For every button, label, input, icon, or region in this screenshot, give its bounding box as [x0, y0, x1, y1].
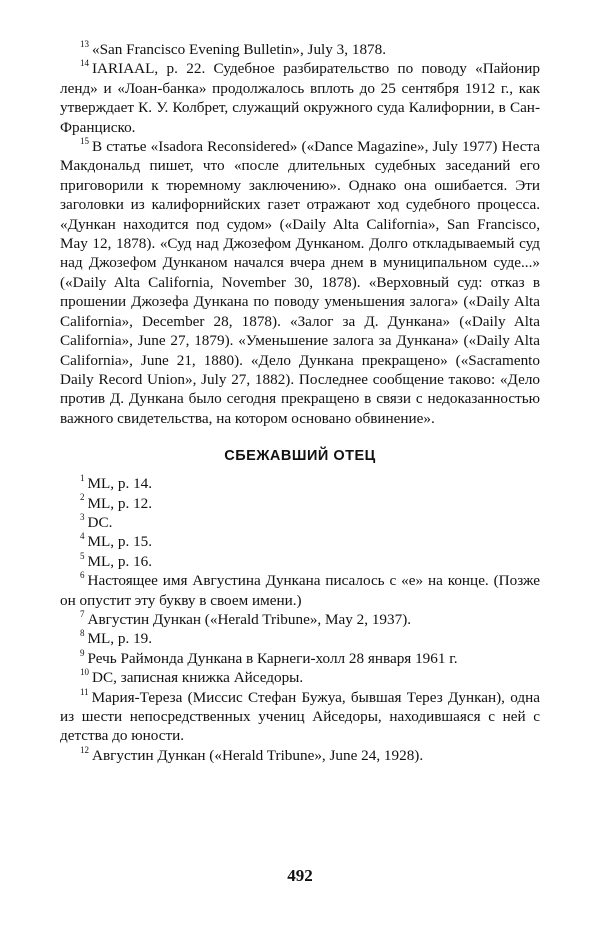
footnote-text: Речь Раймонда Дункана в Карнеги-холл 28 января 1961 г. [87, 649, 458, 667]
footnote-text: ML, p. 15. [87, 533, 153, 551]
footnote-12 [60, 746, 540, 765]
footnote-text: ML, p. 19. [87, 630, 153, 648]
footnote-8 [60, 629, 540, 648]
footnote-number: 5 [80, 550, 85, 561]
footnote-3 [60, 513, 540, 532]
footnote-number: 14 [80, 58, 89, 69]
footnote-text: Августин Дункан («Herald Tribune», May 2, 1937). [87, 610, 412, 628]
page-number: 492 [287, 866, 313, 885]
footnote-number: 8 [80, 628, 85, 639]
footnote-number: 9 [80, 647, 85, 658]
footnote-number: 13 [80, 38, 89, 49]
footnote-number: 7 [80, 608, 85, 619]
footnote-14 [60, 59, 540, 137]
footnote-text: В статье «Isadora Reconsidered» («Dance Magazine», July 1977) Неста Макдональд пишет, что «после длительных судебных заседаний его приговорили к тюремному заключению». Однако она ошибается. Эти заголовки из калифорнийских газет отражают ход судебного процесса. «Дункан находится под судом» («Daily Alta California», San Francisco, May 12, 1878). «Суд над Джозефом Дунканом. Долго откладываемый суд над Джозефом Дунканом начался вчера днем в муниципальном суде...» («Daily Alta California, November 30, 1878). «Верховный суд: отказ в прошении Джозефа Дункана по поводу уменьшения залога» («Daily Alta California», December 28, 1878). «Залог за Д. Дункана» («Daily Alta California», June 27, 1879). «Уменьшение залога за Дункана» («Daily Alta California», June 21, 1880). «Дело Дункана прекращено» («Sacramento Daily Record Union», July 27, 1882). Последнее сообщение таково: «Дело против Д. Дункана было сегодня прекращено в связи с недоказанностью важного свидетельства, на котором основано обвинение». [60, 138, 540, 427]
footnote-13 [60, 40, 540, 59]
footnote-text: DC, записная книжка Айседоры. [92, 669, 304, 687]
footnote-15 [60, 137, 540, 428]
footnote-4 [60, 532, 540, 551]
footnote-2 [60, 494, 540, 513]
footnote-text: ML, p. 14. [87, 475, 153, 493]
footnote-number: 2 [80, 492, 85, 503]
footnote-11 [60, 688, 540, 746]
footnote-5 [60, 552, 540, 571]
footnote-number: 3 [80, 511, 85, 522]
footnote-text: Августин Дункан («Herald Tribune», June 24, 1928). [92, 746, 424, 764]
footnote-text: Мария-Тереза (Миссис Стефан Бужуа, бывшая Терез Дункан), одна из шести непосредственных учениц Айседоры, находившаяся с ней с детства до юности. [60, 688, 540, 745]
footnote-text: ML, p. 16. [87, 552, 153, 570]
footnote-text: IARIAAL, p. 22. Судебное разбирательство по поводу «Пайонир ленд» и «Лоан-банка» продолжалось вплоть до 25 сентября 1912 г., как утверждает К. У. Колбрет, служащий окружного суда Калифорнии, в Сан-Франциско. [60, 60, 540, 136]
footnote-number: 1 [80, 473, 85, 484]
footnote-number: 12 [80, 744, 89, 755]
footnote-9 [60, 649, 540, 668]
footnote-number: 11 [80, 686, 89, 697]
footnote-number: 10 [80, 667, 89, 678]
footnote-6 [60, 571, 540, 610]
section-title: СБЕЖАВШИЙ ОТЕЦ [224, 448, 376, 465]
footnote-10 [60, 668, 540, 687]
notes-top [60, 40, 540, 428]
footnote-number: 4 [80, 531, 85, 542]
notes-section [60, 474, 540, 765]
footnote-text: DC. [87, 513, 113, 531]
footnote-text: «San Francisco Evening Bulletin», July 3, 1878. [92, 41, 387, 58]
footnote-text: ML, p. 12. [87, 494, 153, 512]
footnote-1 [60, 474, 540, 493]
footnote-text: Настоящее имя Августина Дункана писалось с «е» на конце. (Позже он опустит эту букву в своем имени.) [60, 572, 540, 609]
footnote-number: 6 [80, 570, 85, 581]
footnote-number: 15 [80, 135, 89, 146]
footnote-7 [60, 610, 540, 629]
